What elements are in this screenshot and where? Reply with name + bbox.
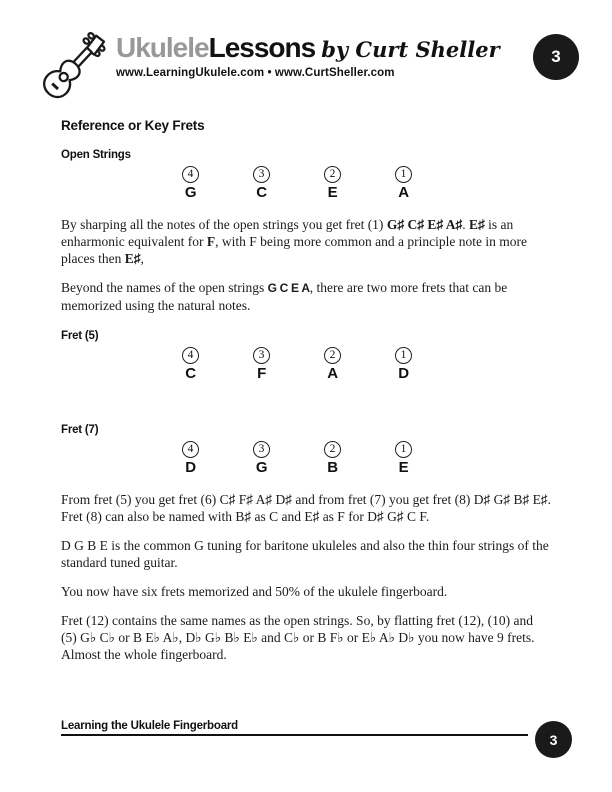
circle-num: 1 (395, 441, 412, 458)
note-letter: F (257, 365, 266, 382)
note-row (155, 459, 550, 476)
main-content (61, 118, 550, 663)
note-letter: G (184, 184, 197, 201)
string-number-row (155, 441, 550, 458)
footer-rule (61, 734, 528, 736)
circle-num: 2 (324, 166, 341, 183)
header-title-block (116, 26, 500, 79)
paragraph-from-fret5: From fret (5) you get fret (6) C♯ F♯ A♯ D♯ and from fret (7) you get fret (8) D♯ G♯ B♯ E♯. Fret (8) can also be named with B♯ as C and E♯ as F for D♯ G♯ C F. (61, 492, 552, 524)
title-byline: by Curt Sheller (321, 37, 500, 62)
header-urls: www.LearningUkulele.com • www.CurtSheller.com (116, 67, 395, 79)
note-letter: C (185, 365, 196, 382)
circle-num: 1 (395, 347, 412, 364)
string-number-row (155, 347, 550, 364)
note-letter: E (398, 459, 409, 476)
circle-num: 2 (324, 347, 341, 364)
paragraph-beyond: Beyond the names of the open strings G C E A, there are two more frets that can be memorized using the natural notes. (61, 280, 508, 313)
open-strings-label: Open Strings (61, 149, 131, 161)
note-row (155, 184, 550, 201)
paragraph-fret12: Fret (12) contains the same names as the open strings. So, by flatting fret (12), (10) and (5) G♭ C♭ or B E♭ A♭, D♭ G♭ B♭ E♭ and C♭ or B F♭ or E♭ A♭ D♭ you now have 9 frets. Almost the whole fingerboard. (61, 613, 535, 662)
footer (61, 720, 550, 736)
title-lessons: Lessons (208, 32, 316, 63)
note-letter: B (327, 459, 338, 476)
header (0, 0, 612, 106)
page-number-badge-bottom: 3 (535, 721, 572, 758)
note-letter: D (398, 365, 409, 382)
note-letter: E (327, 184, 338, 201)
circle-num: 3 (253, 441, 270, 458)
circle-num: 2 (324, 441, 341, 458)
circle-num: 3 (253, 347, 270, 364)
note-letter: C (256, 184, 267, 201)
page-number-badge-top: 3 (533, 34, 579, 80)
title-ukulele: Ukulele (116, 32, 209, 63)
circle-num: 3 (253, 166, 270, 183)
footer-title: Learning the Ukulele Fingerboard (61, 720, 238, 732)
fret7-table (155, 441, 550, 476)
fret7-label: Fret (7) (61, 424, 99, 436)
note-letter: A (327, 365, 338, 382)
circle-num: 4 (182, 166, 199, 183)
open-strings-table (155, 166, 550, 201)
note-row (155, 365, 550, 382)
note-letter: D (185, 459, 196, 476)
circle-num: 4 (182, 347, 199, 364)
ukulele-logo-icon (36, 26, 112, 106)
string-number-row (155, 166, 550, 183)
paragraph-dgbe: D G B E is the common G tuning for baritone ukuleles and also the thin four strings of the standard tuned guitar. (61, 538, 549, 570)
section-heading: Reference or Key Frets (61, 118, 205, 133)
circle-num: 4 (182, 441, 199, 458)
note-letter: A (398, 184, 409, 201)
page-title (116, 34, 500, 64)
fret5-label: Fret (5) (61, 330, 99, 342)
paragraph-six-frets: You now have six frets memorized and 50% of the ukulele fingerboard. (61, 584, 448, 599)
paragraph-sharping: By sharping all the notes of the open strings you get fret (1) G♯ C♯ E♯ A♯. E♯ is an enharmonic equivalent for F, with F being more common and a principle note in more places then E♯, (61, 217, 528, 266)
circle-num: 1 (395, 166, 412, 183)
fret5-table (155, 347, 550, 382)
note-letter: G (255, 459, 268, 476)
